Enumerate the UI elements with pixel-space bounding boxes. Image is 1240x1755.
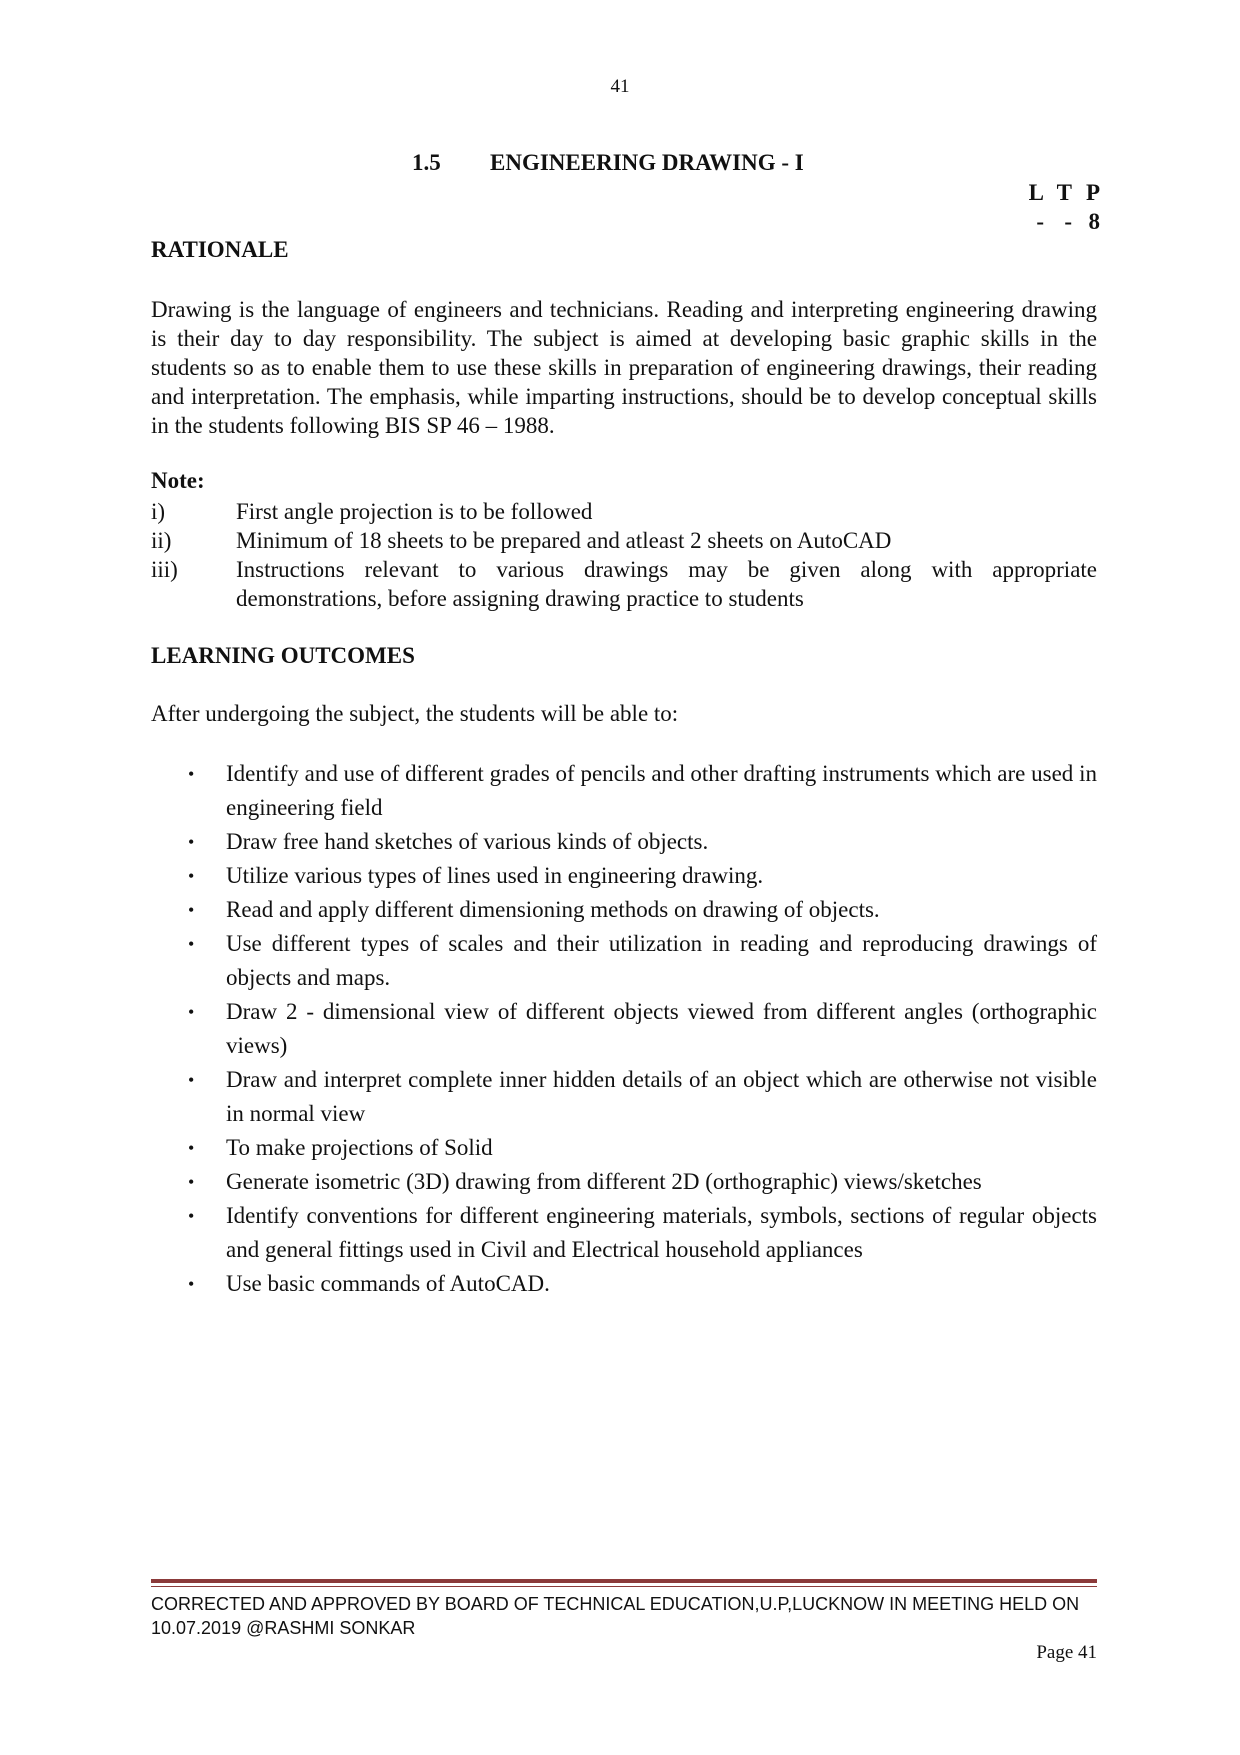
footer-rule-thick bbox=[151, 1579, 1097, 1583]
ltp-value-l: - bbox=[1036, 209, 1044, 234]
ltp-value-p: 8 bbox=[1088, 209, 1100, 234]
bullet-icon: • bbox=[188, 1002, 195, 1022]
list-item: • To make projections of Solid bbox=[151, 1131, 1097, 1165]
note-item bbox=[151, 526, 1097, 555]
note-item-mark: ii) bbox=[151, 528, 172, 553]
note-item-text: Instructions relevant to various drawings may be given along with appropriate demonstrations, before assigning drawing practice to students bbox=[236, 557, 1097, 611]
section-number: 1.5 bbox=[412, 150, 441, 175]
note-item bbox=[151, 555, 1097, 613]
ltp-values bbox=[990, 209, 1100, 235]
ltp-value-t: - bbox=[1064, 209, 1072, 234]
learning-outcomes-heading: LEARNING OUTCOMES bbox=[151, 643, 415, 668]
list-item: • Generate isometric (3D) drawing from different 2D (orthographic) views/sketches bbox=[151, 1165, 1097, 1199]
bullet-icon: • bbox=[188, 934, 195, 954]
top-page-number: 41 bbox=[610, 76, 630, 97]
ltp-header-p: P bbox=[1085, 180, 1100, 205]
bullet-icon: • bbox=[188, 1206, 195, 1226]
ltp-header-t: T bbox=[1056, 180, 1072, 205]
learning-outcomes-list bbox=[151, 757, 1097, 1301]
rationale-heading: RATIONALE bbox=[151, 237, 289, 262]
note-item-mark: i) bbox=[151, 499, 166, 524]
list-item: • Identify and use of different grades of pencils and other drafting instruments which are used in engineering field bbox=[151, 757, 1097, 825]
list-item: • Draw and interpret complete inner hidden details of an object which are otherwise not visible in normal view bbox=[151, 1063, 1097, 1131]
section-title-text: ENGINEERING DRAWING - I bbox=[490, 150, 804, 175]
list-item: • Utilize various types of lines used in engineering drawing. bbox=[151, 859, 1097, 893]
bullet-icon: • bbox=[188, 832, 195, 852]
note-item bbox=[151, 497, 1097, 526]
footer-text: CORRECTED AND APPROVED BY BOARD OF TECHNICAL EDUCATION,U.P,LUCKNOW IN MEETING HELD ON 10.07.2019 @RASHMI SONKAR bbox=[151, 1594, 1080, 1638]
footer-page-number: Page 41 bbox=[1036, 1642, 1097, 1663]
bullet-icon: • bbox=[188, 1172, 195, 1192]
bullet-icon: • bbox=[188, 1138, 195, 1158]
list-item: • Use basic commands of AutoCAD. bbox=[151, 1267, 1097, 1301]
footer-rule-thin bbox=[151, 1586, 1097, 1587]
bullet-icon: • bbox=[188, 900, 195, 920]
list-item: • Read and apply different dimensioning methods on drawing of objects. bbox=[151, 893, 1097, 927]
list-item: • Identify conventions for different engineering materials, symbols, sections of regular objects and general fittings used in Civil and Electrical household appliances bbox=[151, 1199, 1097, 1267]
list-item: • Use different types of scales and their utilization in reading and reproducing drawings of objects and maps. bbox=[151, 927, 1097, 995]
section-title bbox=[412, 150, 804, 176]
bullet-icon: • bbox=[188, 866, 195, 886]
bullet-icon: • bbox=[188, 1274, 195, 1294]
bullet-icon: • bbox=[188, 764, 195, 784]
bullet-icon: • bbox=[188, 1070, 195, 1090]
list-item: • Draw free hand sketches of various kinds of objects. bbox=[151, 825, 1097, 859]
ltp-header bbox=[990, 180, 1100, 206]
rationale-paragraph: Drawing is the language of engineers and technicians. Reading and interpreting engineering drawing is their day to day responsibility. The subject is aimed at developing basic graphic skills in the students so as to enable them to use these skills in preparation of engineering drawings, their reading and interpretation. The emphasis, while imparting instructions, should be to develop conceptual skills in the students following BIS SP 46 – 1988. bbox=[151, 297, 1097, 438]
note-item-text: First angle projection is to be followed bbox=[236, 499, 593, 524]
ltp-header-l: L bbox=[1028, 180, 1044, 205]
list-item: • Draw 2 - dimensional view of different objects viewed from different angles (orthographic views) bbox=[151, 995, 1097, 1063]
note-heading: Note: bbox=[151, 468, 205, 493]
note-item-text: Minimum of 18 sheets to be prepared and atleast 2 sheets on AutoCAD bbox=[236, 528, 892, 553]
learning-outcomes-intro: After undergoing the subject, the students will be able to: bbox=[151, 701, 679, 726]
note-item-mark: iii) bbox=[151, 557, 178, 582]
